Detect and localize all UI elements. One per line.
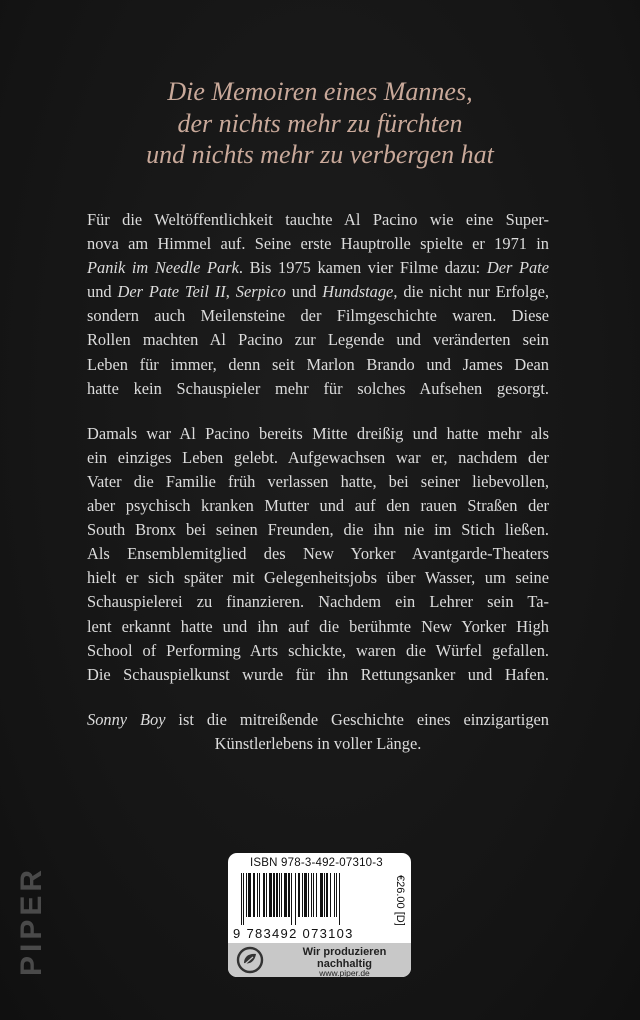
text-line: School of Performing Arts schickte, waren die Würfel gefallen.	[87, 640, 549, 660]
film-title: Der Pate Teil II	[117, 282, 226, 302]
isbn-number: ISBN 978-3-492-07310-3	[250, 857, 383, 869]
text-line: nova am Himmel auf. Seine erste Hauptrolle spielte er 1971 in	[87, 234, 549, 254]
text-run: , die nicht nur Erfolge,	[393, 282, 549, 302]
text-line: Vater die Familie früh verlassen hatte, bei seiner liebevollen,	[87, 471, 549, 491]
tagline-line: der nichts mehr zu fürchten	[177, 108, 463, 138]
text-line: hatte kein Schauspieler mehr für solches Aufsehen gesorgt.	[87, 378, 549, 398]
blurb-paragraph-2	[87, 422, 549, 687]
text-line: ein einziges Leben gelebt. Aufgewachsen war er, nachdem der	[87, 447, 549, 467]
text-line	[87, 256, 549, 280]
barcode-bars	[241, 873, 383, 925]
text-run: . Bis 1975 kamen vier Filme dazu:	[238, 258, 487, 278]
text-line: sondern auch Meilensteine der Filmgeschichte waren. Diese	[87, 306, 549, 326]
tagline-line: Die Memoiren eines Mannes,	[167, 77, 473, 106]
sustainability-badge	[228, 943, 411, 977]
text-line: Für die Weltöffentlichkeit tauchte Al Pacino wie eine Super-	[87, 210, 549, 229]
text-line	[87, 280, 549, 304]
text-line	[87, 708, 549, 732]
text-line: lent erkannt hatte und ihn auf die berühmte New Yorker High	[87, 616, 549, 636]
text-line: Damals war Al Pacino bereits Mitte dreißig und hatte mehr als	[87, 423, 549, 443]
text-line: Schauspielerei zu finanzieren. Nachdem ein Lehrer sein Ta-	[87, 592, 549, 612]
text-line: Als Ensemblemitglied des New Yorker Avantgarde-Theaters	[87, 544, 549, 564]
text-line: hielt er sich später mit Gelegenheitsjobs über Wasser, um seine	[87, 568, 549, 588]
text-line: Künstlerlebens in voller Länge.	[214, 733, 422, 753]
text-line: South Bronx bei seinen Freunden, die ihn nie im Stich ließen.	[87, 520, 549, 540]
film-title: Panik im Needle Park	[87, 258, 239, 278]
publisher-logo: PIPER	[15, 865, 48, 976]
book-title: Sonny Boy	[87, 709, 166, 729]
text-line: Rollen machten Al Pacino zur Legende und veränderten sein	[87, 330, 549, 350]
text-line: Die Schauspielkunst wurde für ihn Rettungsanker und Hafen.	[87, 664, 549, 684]
text-run: und	[285, 282, 323, 302]
blurb-paragraph-1	[87, 208, 549, 401]
publisher-url: www.piper.de	[319, 968, 370, 977]
film-title: Hundstage	[322, 282, 394, 302]
text-line: aber psychisch kranken Mutter und auf den rauen Straßen der	[87, 496, 549, 516]
barcode-space	[340, 873, 341, 925]
barcode-digits: 9 783492 073103	[233, 926, 354, 941]
recycle-leaf-icon	[236, 946, 264, 974]
text-run: und	[87, 282, 118, 302]
sustainability-title: Wir produzieren nachhaltig	[302, 946, 387, 970]
text-run: ist die mitreißende Geschichte eines einzigartigen	[165, 709, 549, 729]
text-line: Leben für immer, denn seit Marlon Brando und James Dean	[87, 354, 549, 374]
price-label: €26.00 [D]	[394, 875, 406, 926]
blurb-paragraph-3	[87, 708, 549, 756]
blurb	[87, 208, 549, 756]
film-title: Serpico	[235, 282, 286, 302]
barcode-label	[228, 853, 411, 977]
text-run: ,	[225, 282, 236, 302]
tagline-line: und nichts mehr zu verbergen hat	[146, 140, 494, 169]
film-title: Der Pate	[486, 258, 550, 278]
tagline	[0, 76, 640, 171]
